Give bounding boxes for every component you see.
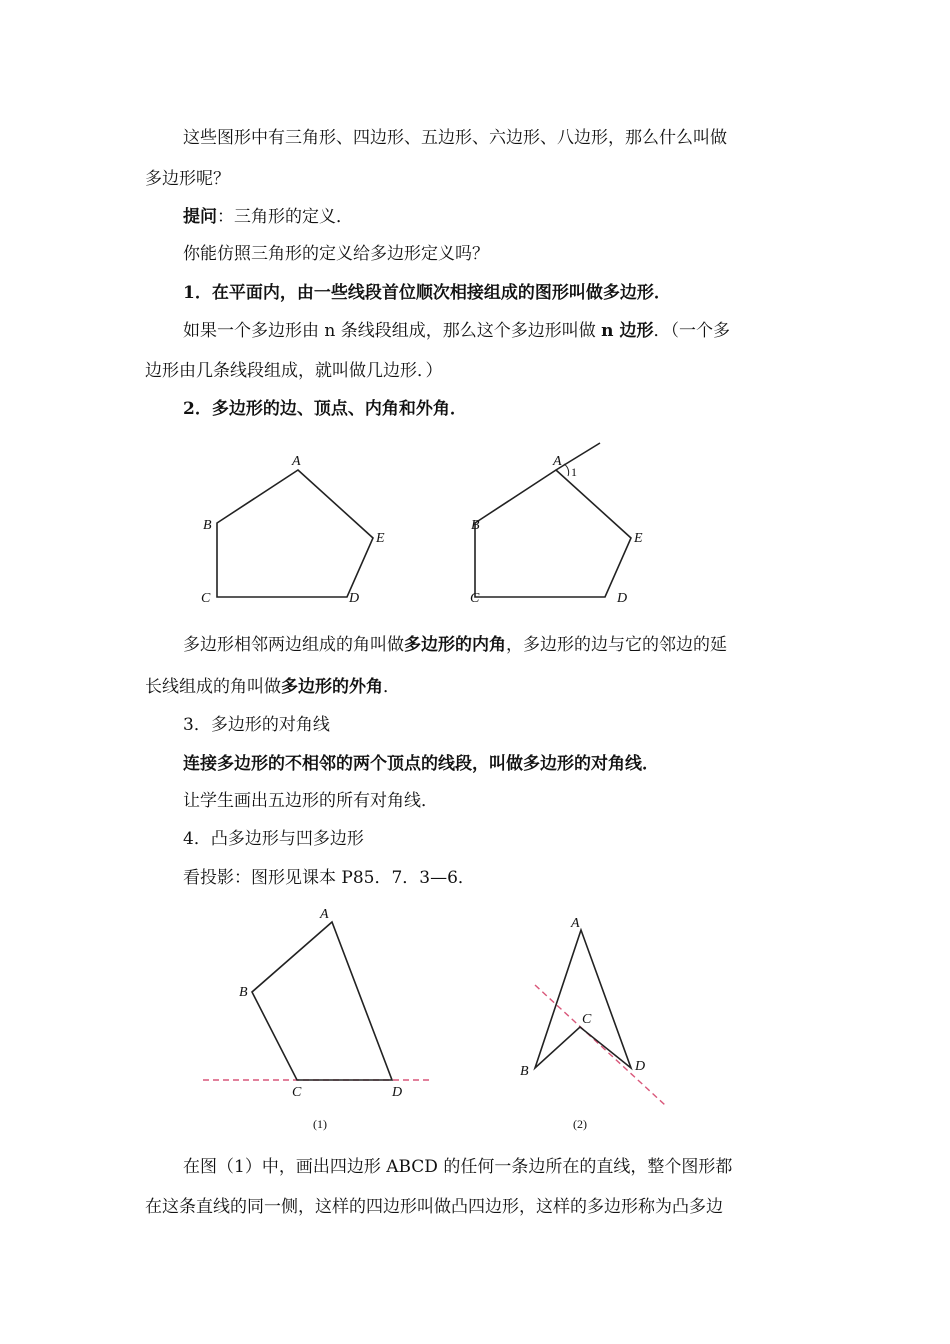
vertex-label-e: E bbox=[376, 531, 385, 546]
vertex-label-a: A bbox=[553, 454, 562, 469]
paragraph-line: 边形由几条线段组成，就叫做几边形．） bbox=[145, 361, 443, 381]
pentagon-figures bbox=[190, 440, 643, 615]
angle-label-1: 1 bbox=[571, 465, 577, 479]
vertex-label-b: B bbox=[471, 518, 480, 533]
vertex-label-d: D bbox=[617, 591, 628, 606]
figure-caption-1: (1) bbox=[313, 1117, 327, 1131]
vertex-label-c: C bbox=[470, 591, 480, 606]
section-heading-2: 2．多边形的边、顶点、内角和外角． bbox=[183, 399, 467, 419]
question-text: ：三角形的定义． bbox=[217, 207, 353, 227]
vertex-label-c: C bbox=[292, 1085, 302, 1100]
paragraph-line: 多边形呢？ bbox=[145, 169, 230, 189]
section-heading-3: 3．多边形的对角线 bbox=[183, 715, 330, 735]
dashed-line bbox=[535, 985, 665, 1105]
paragraph-line: 在图（1）中，画出四边形 ABCD 的任何一条边所在的直线，整个图形都 bbox=[183, 1157, 733, 1177]
section-heading-4: 4．凸多边形与凹多边形 bbox=[183, 829, 364, 849]
quadrilateral-figures bbox=[195, 900, 675, 1135]
vertex-label-d: D bbox=[392, 1085, 403, 1100]
vertex-label-c: C bbox=[201, 591, 211, 606]
vertex-label-a: A bbox=[571, 916, 580, 931]
convex-quadrilateral bbox=[252, 922, 392, 1080]
vertex-label-a: A bbox=[292, 454, 301, 469]
paragraph-line bbox=[145, 676, 400, 698]
text-span: 长线组成的角叫做 bbox=[145, 677, 281, 697]
vertex-label-b: B bbox=[520, 1064, 529, 1079]
text-span: ，多边形的边与它的邻边的延 bbox=[506, 635, 727, 655]
paragraph-line bbox=[183, 320, 730, 342]
paragraph-line: 在这条直线的同一侧，这样的四边形叫做凸四边形，这样的多边形称为凸多边 bbox=[145, 1197, 723, 1217]
pentagon-left bbox=[217, 470, 373, 597]
vertex-label-a: A bbox=[320, 907, 329, 922]
question-line bbox=[183, 206, 353, 228]
vertex-label-d: D bbox=[349, 591, 360, 606]
paragraph-line: 让学生画出五边形的所有对角线． bbox=[183, 791, 438, 811]
text-span: ． bbox=[383, 677, 400, 697]
text-span: 多边形相邻两边组成的角叫做 bbox=[183, 635, 404, 655]
vertex-label-c: C bbox=[582, 1012, 592, 1027]
extension-line bbox=[556, 443, 600, 470]
question-label: 提问 bbox=[183, 207, 217, 227]
angle-arc bbox=[564, 464, 569, 476]
vertex-label-d: D bbox=[635, 1059, 646, 1074]
text-span: ．（一个多 bbox=[653, 321, 730, 341]
paragraph-line bbox=[183, 634, 727, 656]
vertex-label-b: B bbox=[203, 518, 212, 533]
term-interior-angle: 多边形的内角 bbox=[404, 635, 506, 655]
definition-polygon: 1．在平面内，由一些线段首位顺次相接组成的图形叫做多边形． bbox=[183, 283, 671, 303]
definition-diagonal: 连接多边形的不相邻的两个顶点的线段，叫做多边形的对角线． bbox=[183, 754, 659, 774]
paragraph-line: 这些图形中有三角形、四边形、五边形、六边形、八边形，那么什么叫做 bbox=[183, 128, 727, 148]
term-exterior-angle: 多边形的外角 bbox=[281, 677, 383, 697]
text-span: 如果一个多边形由 n 条线段组成，那么这个多边形叫做 bbox=[183, 321, 602, 341]
term-n-gon: n 边形 bbox=[601, 321, 654, 341]
vertex-label-b: B bbox=[239, 985, 248, 1000]
figure-caption-2: (2) bbox=[573, 1117, 587, 1131]
paragraph-line: 看投影：图形见课本 P85．7．3—6． bbox=[183, 868, 475, 888]
vertex-label-e: E bbox=[634, 531, 643, 546]
pentagon-right bbox=[475, 470, 631, 597]
paragraph-line: 你能仿照三角形的定义给多边形定义吗？ bbox=[183, 244, 489, 264]
